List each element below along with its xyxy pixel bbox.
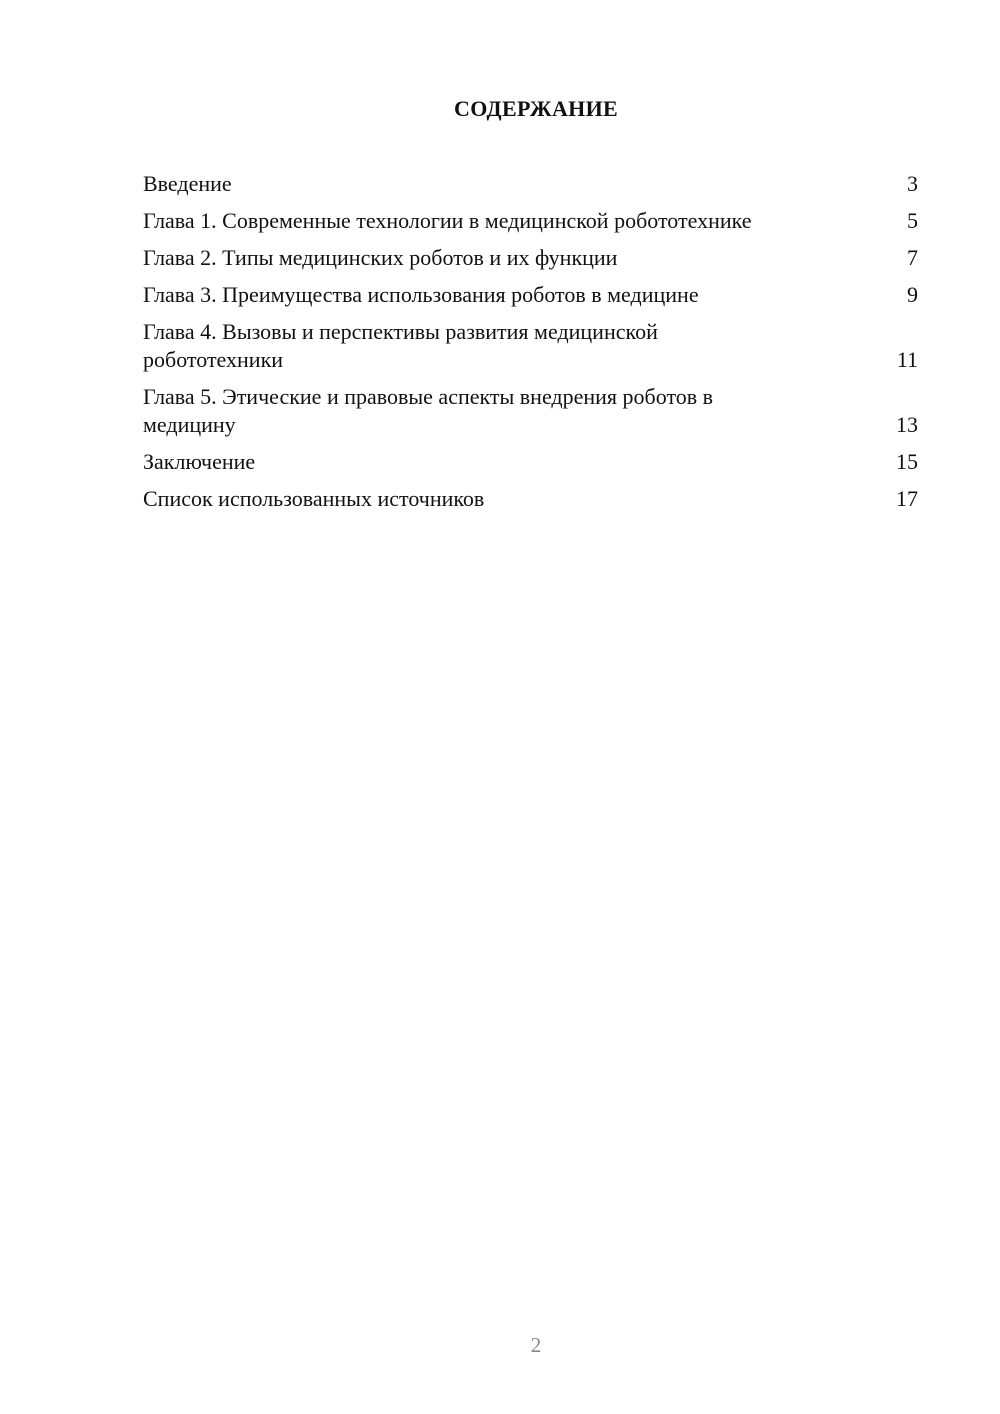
toc-entry-references[interactable] <box>143 485 918 513</box>
toc-entry-page: 9 <box>907 282 918 307</box>
toc-entry-conclusion[interactable] <box>143 448 918 476</box>
toc-entry-chapter-2[interactable] <box>143 244 918 272</box>
table-of-contents <box>143 170 918 522</box>
toc-entry-page: 3 <box>907 171 918 196</box>
toc-entry-text: Глава 4. Вызовы и перспективы развития медицинской робототехники <box>143 319 658 372</box>
page-number: 2 <box>530 1333 542 1357</box>
toc-entry-page: 15 <box>896 449 918 474</box>
toc-entry-page: 7 <box>907 245 918 270</box>
toc-entry-text: Заключение <box>143 449 256 474</box>
toc-entry-text: Глава 5. Этические и правовые аспекты внедрения роботов в медицину <box>143 384 714 437</box>
toc-entry-introduction[interactable] <box>143 170 918 198</box>
toc-entry-page: 11 <box>896 347 918 372</box>
toc-entry-chapter-3[interactable] <box>143 281 918 309</box>
toc-entry-page: 17 <box>896 486 918 511</box>
toc-entry-page: 13 <box>896 412 918 437</box>
toc-entry-page: 5 <box>907 208 918 233</box>
toc-entry-text: Глава 3. Преимущества использования роботов в медицине <box>143 282 699 307</box>
toc-entry-text: Список использованных источников <box>143 486 485 511</box>
toc-entry-text: Введение <box>143 171 232 196</box>
page-title: СОДЕРЖАНИЕ <box>454 96 618 121</box>
toc-entry-chapter-1[interactable] <box>143 207 918 235</box>
toc-entry-text: Глава 1. Современные технологии в медицинской робототехнике <box>143 208 752 233</box>
toc-entry-chapter-5[interactable] <box>143 383 918 439</box>
toc-entry-text: Глава 2. Типы медицинских роботов и их функции <box>143 245 618 270</box>
toc-entry-chapter-4[interactable] <box>143 318 918 374</box>
